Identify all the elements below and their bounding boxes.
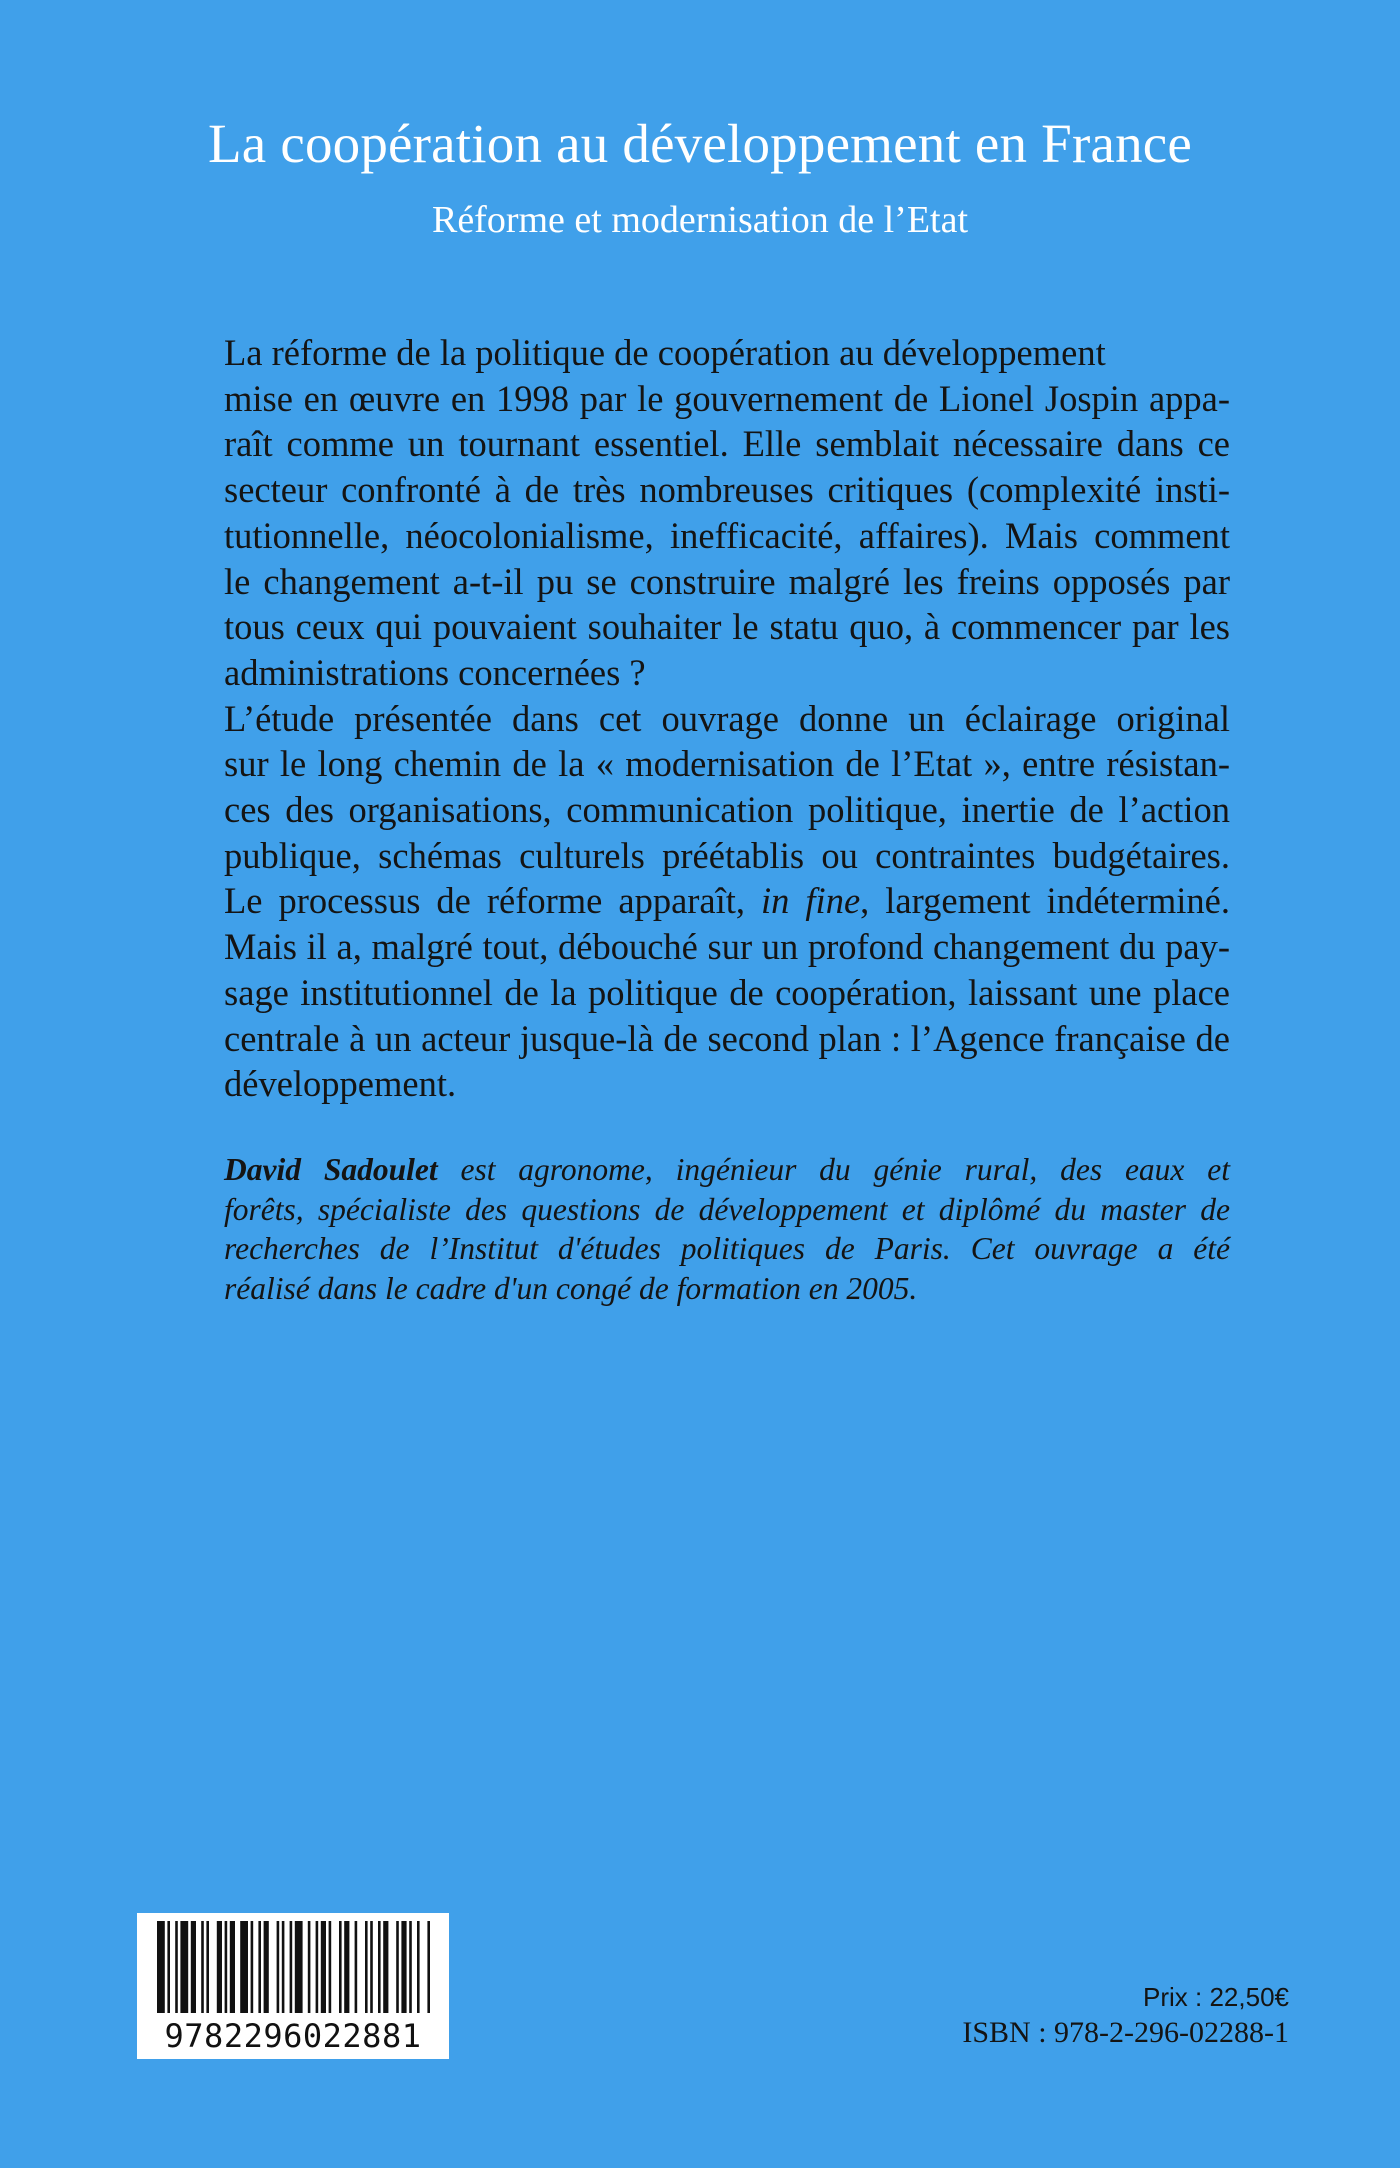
- barcode-bar: [251, 1921, 254, 2013]
- barcode-bar: [370, 1921, 373, 2013]
- blurb-line: L’étude présentée dans cet ouvrage donne un éclairage original: [224, 697, 1230, 739]
- author-bio: [224, 1150, 1230, 1308]
- barcode-bar: [427, 1921, 430, 2013]
- barcode-bar: [290, 1921, 293, 2013]
- barcode-bar: [206, 1921, 209, 2013]
- barcode-bars: [137, 1913, 449, 2023]
- barcode-bar: [230, 1921, 235, 2013]
- blurb-line: raît comme un tournant essentiel. Elle semblait nécessaire dans ce: [224, 423, 1230, 465]
- blurb-line: publique, schémas culturels préétablis ou contraintes budgétaires.: [224, 834, 1230, 876]
- barcode-bar: [264, 1921, 269, 2013]
- author-name: David Sadoulet: [224, 1152, 438, 1187]
- barcode-bar: [339, 1921, 342, 2013]
- barcode-bar: [365, 1921, 368, 2013]
- blurb-line: sage institutionnel de la politique de coopération, laissant une place: [224, 971, 1230, 1013]
- blurb-line: Mais il a, malgré tout, débouché sur un profond changement du pay-: [224, 926, 1230, 968]
- isbn: ISBN : 978-2-296-02288-1: [962, 2016, 1289, 2049]
- blurb-line: mise en œuvre en 1998 par le gouvernement de Lionel Jospin appa-: [224, 377, 1230, 419]
- italic-in-fine: in fine: [761, 880, 861, 922]
- barcode-bar: [396, 1921, 399, 2013]
- blurb-line: administrations concernées ?: [224, 651, 646, 693]
- barcode-bar: [329, 1921, 332, 2013]
- barcode-digits: 9782296022881: [164, 2017, 422, 2055]
- author-bio-line: forêts, spécialiste des questions de développement et diplômé du master de: [224, 1191, 1230, 1227]
- blurb-line: ces des organisations, communication politique, inertie de l’action: [224, 789, 1230, 831]
- author-bio-line: réalisé dans le cadre d'un congé de formation en 2005.: [224, 1270, 918, 1306]
- barcode-bar: [258, 1921, 261, 2013]
- barcode-bar: [175, 1921, 178, 2013]
- barcode-bar: [157, 1921, 165, 2013]
- barcode-bar: [417, 1921, 420, 2013]
- author-bio-line: recherches de l’Institut d'études politiques de Paris. Cet ouvrage a été: [224, 1231, 1230, 1266]
- blurb-line: centrale à un acteur jusque-là de second plan : l’Agence française de: [224, 1017, 1230, 1059]
- author-bio-line: David Sadoulet est agronome, ingénieur du génie rural, des eaux et: [224, 1152, 1230, 1187]
- blurb-line: secteur confronté à de très nombreuses critiques (complexité insti-: [224, 469, 1230, 511]
- blurb: [224, 330, 1230, 1107]
- barcode-bar: [282, 1921, 285, 2013]
- blurb-line: développement.: [224, 1063, 457, 1105]
- barcode-bar: [225, 1921, 228, 2013]
- barcode-bar: [180, 1921, 188, 2013]
- barcode-bar: [401, 1921, 406, 2013]
- book-title: La coopération au développement en France: [207, 113, 1193, 174]
- barcode-bar: [191, 1921, 196, 2013]
- barcode-bar: [378, 1921, 381, 2013]
- blurb-line: sur le long chemin de la « modernisation de l’Etat », entre résistan-: [224, 743, 1230, 785]
- barcode-bar: [277, 1921, 280, 2013]
- barcode-bar: [308, 1921, 311, 2013]
- barcode-bar: [383, 1921, 388, 2013]
- blurb-line: La réforme de la politique de coopération au développement: [224, 332, 1106, 373]
- blurb-line: Le processus de réforme apparaît, in fine, largement indéterminé.: [224, 880, 1230, 922]
- barcode-bar: [217, 1921, 222, 2013]
- barcode-bar: [316, 1921, 319, 2013]
- blurb-line: le changement a-t-il pu se construire malgré les freins opposés par: [224, 560, 1230, 602]
- barcode-bar: [201, 1921, 204, 2013]
- barcode-bar: [240, 1921, 248, 2013]
- blurb-line: tutionnelle, néocolonialisme, inefficacité, affaires). Mais comment: [224, 514, 1230, 556]
- barcode-bar: [409, 1921, 412, 2013]
- barcode-bar: [167, 1921, 170, 2013]
- book-subtitle: Réforme et modernisation de l’Etat: [431, 199, 969, 241]
- barcode: [137, 1913, 449, 2059]
- barcode-bar: [344, 1921, 349, 2013]
- barcode-bar: [355, 1921, 358, 2013]
- barcode-bar: [295, 1921, 303, 2013]
- blurb-line: tous ceux qui pouvaient souhaiter le statu quo, à commencer par les: [224, 606, 1230, 648]
- barcode-bar: [321, 1921, 326, 2013]
- price: Prix : 22,50€: [1143, 1982, 1289, 2012]
